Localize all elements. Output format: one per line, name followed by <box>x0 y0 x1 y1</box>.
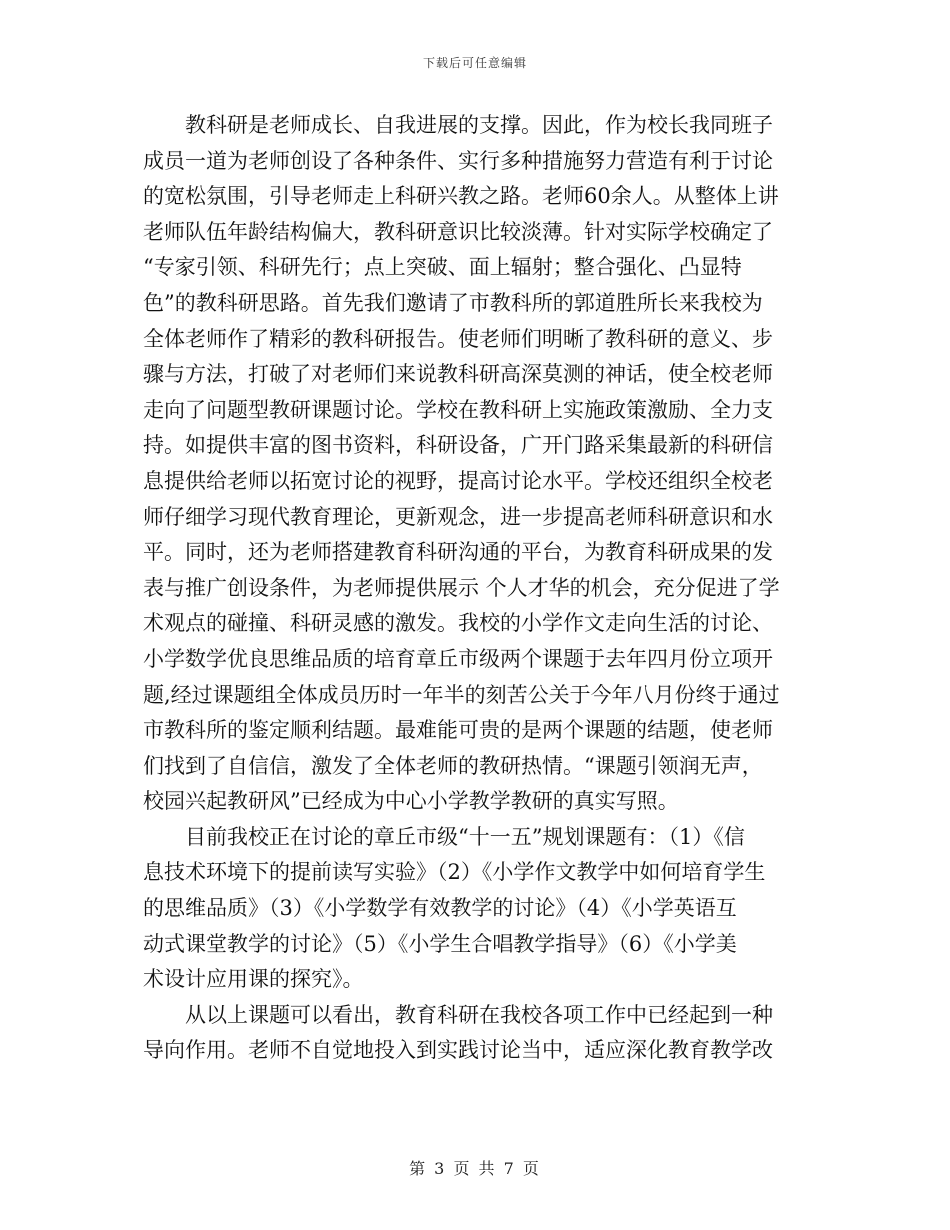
text-line: 持。如提供丰富的图书资料，科研设备，广开门路采集最新的科研信 <box>143 433 773 458</box>
paragraph-1 <box>143 108 808 820</box>
text-line: 走向了问题型教研课题讨论。学校在教科研上实施政策激励、全力支 <box>143 397 773 422</box>
text-line: 色”的教科研思路。首先我们邀请了市教科所的郭道胜所长来我校为 <box>143 290 763 315</box>
body-text <box>143 108 808 1069</box>
text-line: 骤与方法，打破了对老师们来说教科研高深莫测的神话，使全校老师 <box>143 362 773 387</box>
text-line: 表与推广创设条件，为老师提供展示 个人才华的机会，充分促进了学 <box>143 575 780 600</box>
text-line: 从以上课题可以看出，教育科研在我校各项工作中已经起到一种 <box>185 1002 773 1027</box>
page-footer: 第 3 页 共 7 页 <box>409 1159 541 1178</box>
text-line: 们找到了自信信，激发了全体老师的教研热情。“课题引领润无声， <box>143 753 763 778</box>
paragraph-3 <box>143 998 808 1069</box>
text-line: 市教科所的鉴定顺利结题。最难能可贵的是两个课题的结题，使老师 <box>143 718 773 743</box>
text-line: 全体老师作了精彩的教科研报告。使老师们明晰了教科研的意义、步 <box>143 326 773 351</box>
text-line: 成员一道为老师创设了各种条件、实行多种措施努力营造有利于讨论 <box>143 148 773 173</box>
text-line: 术观点的碰撞、科研灵感的激发。我校的小学作文走向生活的讨论、 <box>143 611 773 636</box>
text-line: 导向作用。老师不自觉地投入到实践讨论当中，适应深化教育教学改 <box>143 1038 773 1063</box>
text-line: 的思维品质》（3）《小学数学有效教学的讨论》（4）《小学英语互 <box>143 896 737 921</box>
paragraph-2 <box>143 820 808 998</box>
text-line: 息技术环境下的提前读写实验》（2）《小学作文教学中如何培育学生 <box>143 860 766 885</box>
text-line: 师仔细学习现代教育理论，更新观念，进一步提高老师科研意识和水 <box>143 504 773 529</box>
text-line: 校园兴起教研风”已经成为中心小学教学教研的真实写照。 <box>143 789 679 814</box>
text-line: 术设计应用课的探究》。 <box>143 967 364 992</box>
text-line: 的宽松氛围，引导老师走上科研兴教之路。老师60余人。从整体上讲 <box>143 184 779 209</box>
text-line: 题,经过课题组全体成员历时一年半的刻苦公关于今年八月份终于通过 <box>143 682 780 707</box>
text-line: 老师队伍年龄结构偏大，教科研意识比较淡薄。针对实际学校确定了 <box>143 219 773 244</box>
text-line: 动式课堂教学的讨论》（5）《小学生合唱教学指导》（6）《小学美 <box>143 931 737 956</box>
text-line: 目前我校正在讨论的章丘市级“十一五”规划课题有：（1）《信 <box>185 824 745 849</box>
text-line: 教科研是老师成长、自我进展的支撑。因此，作为校长我同班子 <box>185 113 773 137</box>
page-header: 下载后可任意编辑 <box>422 56 527 70</box>
text-line: 小学数学优良思维品质的培育章丘市级两个课题于去年四月份立项开 <box>143 646 773 671</box>
text-line: 息提供给老师以拓宽讨论的视野，提高讨论水平。学校还组织全校老 <box>143 468 773 493</box>
text-line: “专家引领、科研先行；点上突破、面上辐射；整合强化、凸显特 <box>143 255 742 280</box>
text-line: 平。同时，还为老师搭建教育科研沟通的平台，为教育科研成果的发 <box>143 540 773 565</box>
